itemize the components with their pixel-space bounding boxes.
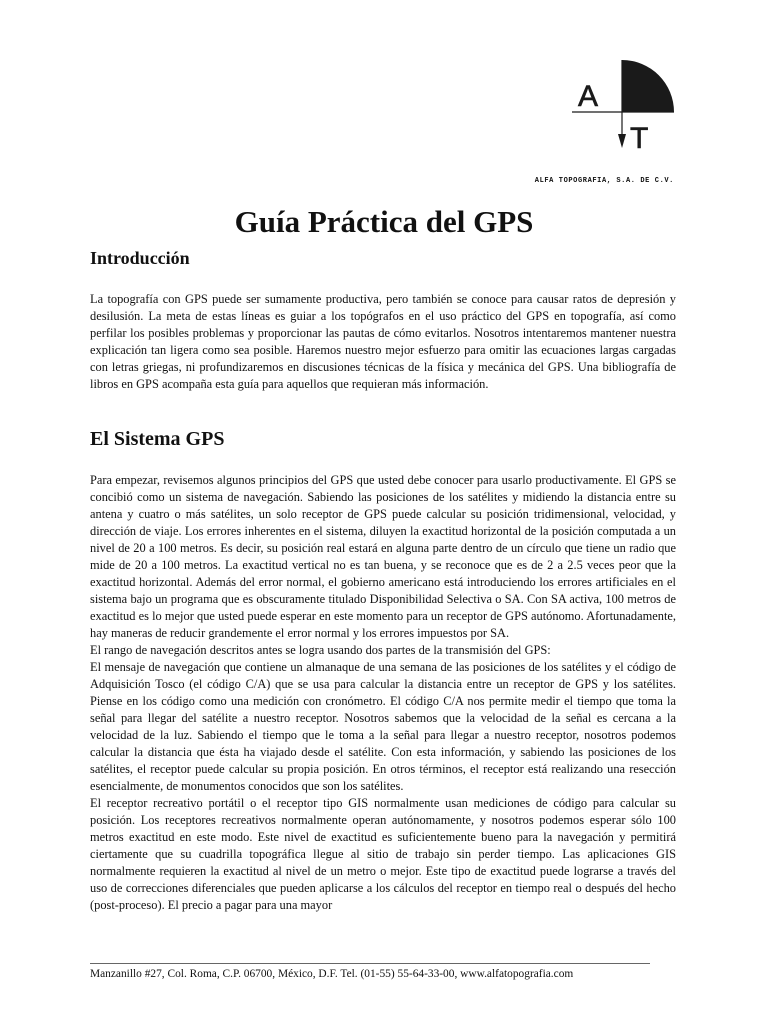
system-heading: El Sistema GPS — [90, 428, 225, 450]
company-logo — [570, 58, 676, 164]
logo-letter-a: A — [578, 80, 599, 113]
system-paragraph: El mensaje de navegación que contiene un almanaque de una semana de las posiciones de los satélites y el código de Adquisición Tosco (el código C/A) que se usa para calcular la distancia entre un receptor de GPS y los satélites. Piense en los código como una medición con cronómetro. El código C/A nos permite medir el tiempo que toma la señal para llegar del satélite a nuestro receptor. Nosotros sabemos que la velocidad de la señal es cercana a la velocidad de la luz. Sabiendo el tiempo que le toma a la señal para llegar a nuestro receptor, nosotros podemos calcular la distancia que ésta ha viajado desde el satélite. Con esta información, y sabiendo las posiciones de los satélites, el receptor puede calcular su propia posición. En otros términos, el receptor está realizando una resección esencialmente, de monumentos conocidos que son los satélites. — [90, 660, 676, 793]
document-title: Guía Práctica del GPS — [234, 204, 534, 239]
system-paragraph: El rango de navegación descritos antes se logra usando dos partes de la transmisión del GPS: — [90, 643, 551, 657]
footer-address: Manzanillo #27, Col. Roma, C.P. 06700, México, D.F. Tel. (01-55) 55-64-33-00, www.alfatopografia.com — [90, 968, 574, 980]
system-paragraph: Para empezar, revisemos algunos principios del GPS que usted debe conocer para usarlo productivamente. El GPS se concibió como un sistema de navegación. Sabiendo las posiciones de los satélites y midiendo la distancia entre su antena y cuatro o más satélites, un solo receptor de GPS puede calcular su posición tridimensional, velocidad, y dirección de viaje. Los errores inherentes en el sistema, diluyen la exactitud horizontal de la posición computada a un nivel de 20 a 100 metros. Es decir, su posición real estará en alguna parte dentro de un círculo que tiene un radio que mide de 20 a 100 metros. La exactitud vertical no es tan buena, y se reconoce que es de 2 a 2.5 veces peor que la exactitud horizontal. Además del error normal, el gobierno americano está introduciendo los errores artificiales en el sistema bajo un programa que es obscuramente titulado Disponibilidad Selectiva o SA. Con SA activa, 100 metros de exactitud es lo mejor que usted puede esperar en este momento para un receptor de GPS autónomo. Afortunadamente, hay maneras de reducir grandemente el error normal y los errores impuestos por SA. — [90, 473, 676, 640]
system-section-body — [90, 472, 676, 914]
intro-paragraph: La topografía con GPS puede ser sumamente productiva, pero también se conoce para causar ratos de depresión y desilusión. La meta de estas líneas es guiar a los topógrafos en el uso práctico del GPS en topografía, así como perfilar los posibles problemas y proporcionar las pautas de cómo evitarlos. Nosotros intentaremos mantener nuestra explicación tan ligera como sea posible. Haremos nuestro mejor esfuerzo para omitir las ecuaciones largas cargadas con letras griegas, ni profundizaremos en discusiones técnicas de la física y mecánica del GPS. Una bibliografía de libros en GPS acompaña esta guía para aquellos que requieran más información. — [90, 292, 676, 391]
intro-heading: Introducción — [90, 248, 190, 268]
company-name: ALFA TOPOGRAFIA, S.A. DE C.V. — [534, 177, 674, 185]
system-paragraph: El receptor recreativo portátil o el receptor tipo GIS normalmente usan mediciones de código para calcular su posición. Los receptores recreativos normalmente operan autónomamente, y nosotros podemos esperar sólo 100 metros exactitud en este modo. Este nivel de exactitud es suficientemente bueno para la navegación y permitirá ciertamente que su cuadrilla topográfica llegue al sitio de trabajo sin perder tiempo. Las aplicaciones GIS normalmente requieren la exactitud al nivel de un metro o mejor. Este tipo de exactitud puede lograrse a través del uso de correcciones diferenciales que pueden aplicarse a los cálculos del receptor en tiempo real o después del hecho (post-proceso). El precio a pagar para una mayor — [90, 796, 676, 912]
logo-letter-t: T — [630, 122, 649, 155]
footer-divider — [90, 963, 650, 964]
